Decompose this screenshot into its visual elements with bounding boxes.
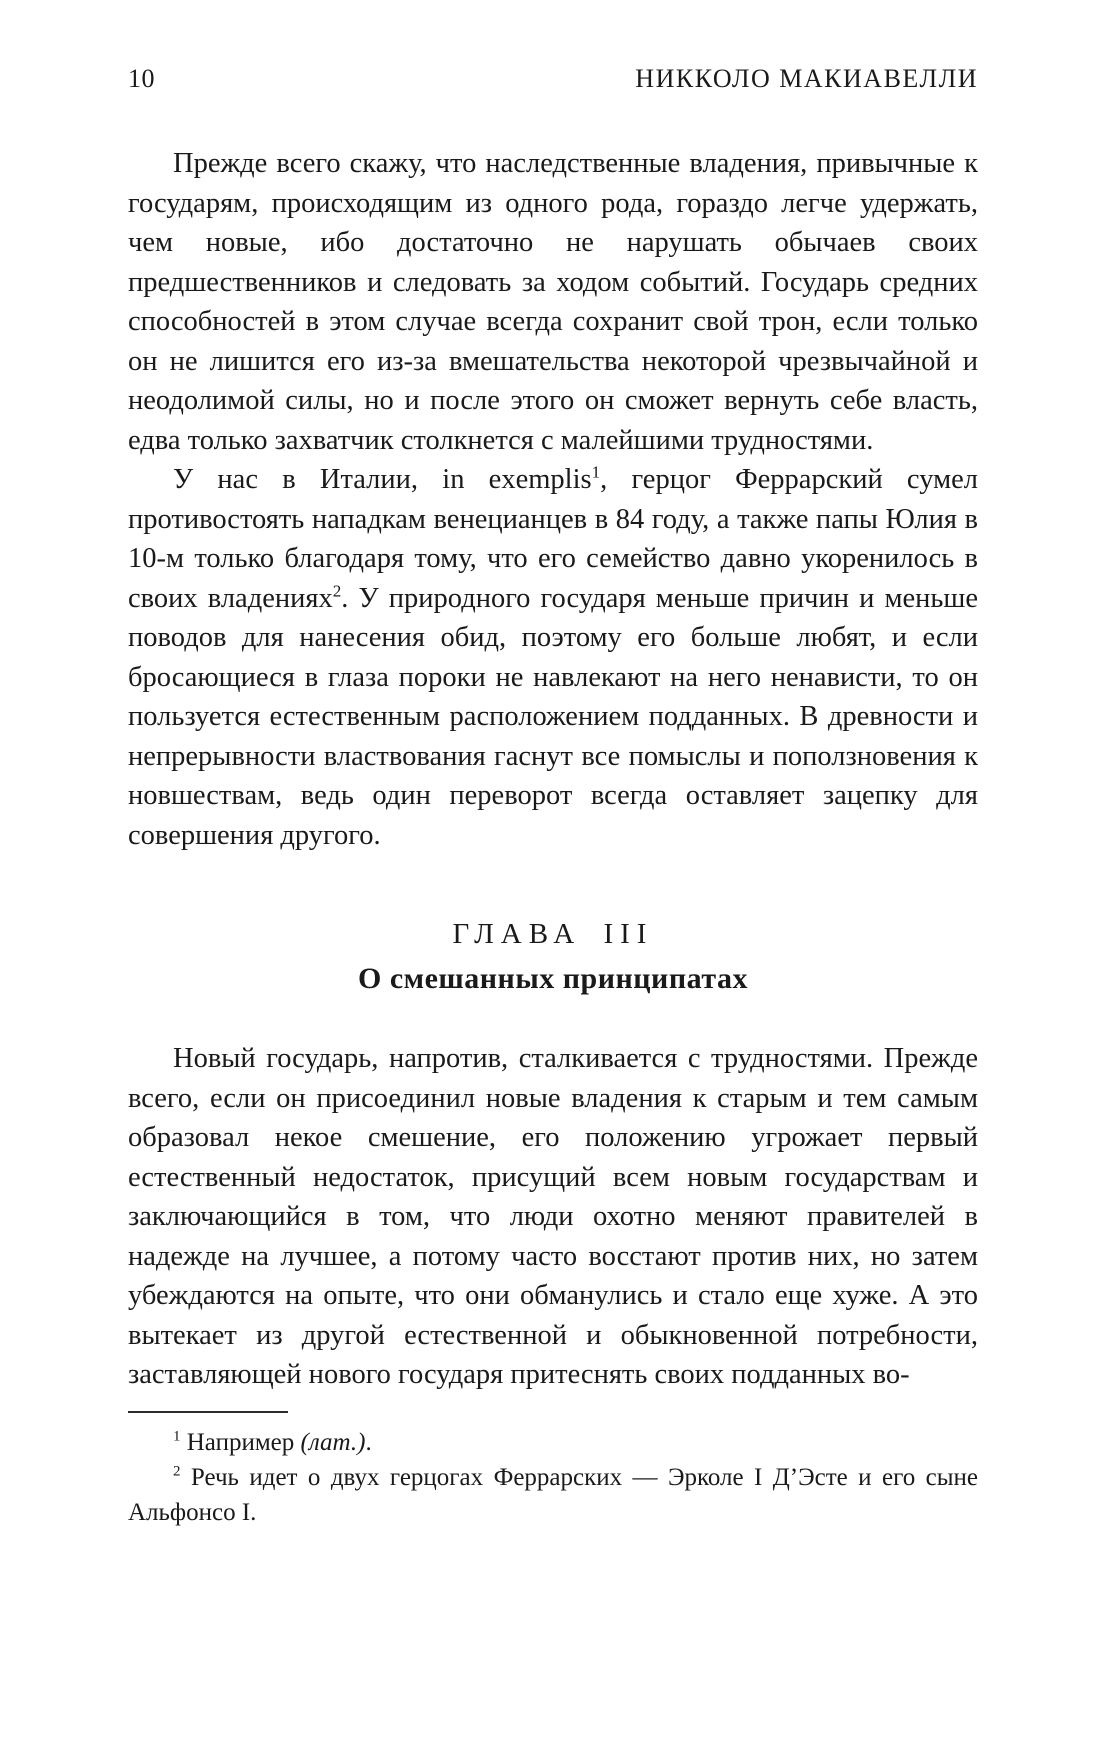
footnote-separator	[128, 1411, 288, 1413]
chapter-heading-block	[128, 917, 978, 997]
body-paragraph: У нас в Италии, in exemplis$^1$, герцог Феррарский сумел противостоять нападкам венецианцев в 84 году, а также папы Юлия в 10-м только благодаря тому, что его семейство давно укоренилось в своих владениях$^2$. У природного государя меньше причин и меньше поводов для нанесения обид, поэтому его больше любят, и если бросающиеся в глаза пороки не навлекают на него ненависти, то он пользуется естественным расположением подданных. В древности и непрерывности властвования гаснут все помыслы и поползновения к новшествам, ведь один переворот всегда оставляет зацепку для совершения другого.	[128, 462, 978, 851]
chapter-subtitle: О смешанных принципатах	[358, 962, 748, 995]
page-number: 10	[128, 64, 155, 93]
body-paragraph: Прежде всего скажу, что наследственные владения, привычные к государям, происходящим из одного рода, гораздо легче удержать, чем новые, ибо достаточно не нарушать обычаев своих предшественников и следовать за ходом событий. Государь средних способностей в этом случае всегда сохранит свой трон, если только он не лишится его из-за вмешательства некоторой чрезвычайной и неодолимой силы, но и после этого он сможет вернуть себе власть, едва только захватчик столкнется с малейшими трудностями.	[128, 148, 978, 456]
chapter-heading: ГЛАВА III	[452, 918, 654, 950]
page-body	[128, 144, 978, 1530]
running-header	[128, 64, 978, 94]
running-title: НИККОЛО МАКИАВЕЛЛИ	[635, 64, 978, 93]
footnote: $^1$ Например (лат.).	[173, 1428, 372, 1456]
body-paragraph: Новый государь, напротив, сталкивается с трудностями. Прежде всего, если он присоединил новые владения к старым и тем самым образовал некое смешение, его положению угрожает первый естественный недостаток, присущий всем новым государствам и заключающийся в том, что люди охотно меняют правителей в надежде на лучшее, а потому часто восстают против них, но затем убеждаются на опыте, что они обманулись и стало еще хуже. А это вытекает из другой естественной и обыкновенной потребности, заставляющей нового государя притеснять своих подданных во-	[128, 1043, 978, 1390]
footnotes-section	[128, 1411, 978, 1530]
footnote: $^2$ Речь идет о двух герцогах Феррарских — Эрколе I Д’Эсте и его сыне Альфонсо I.	[128, 1463, 978, 1526]
